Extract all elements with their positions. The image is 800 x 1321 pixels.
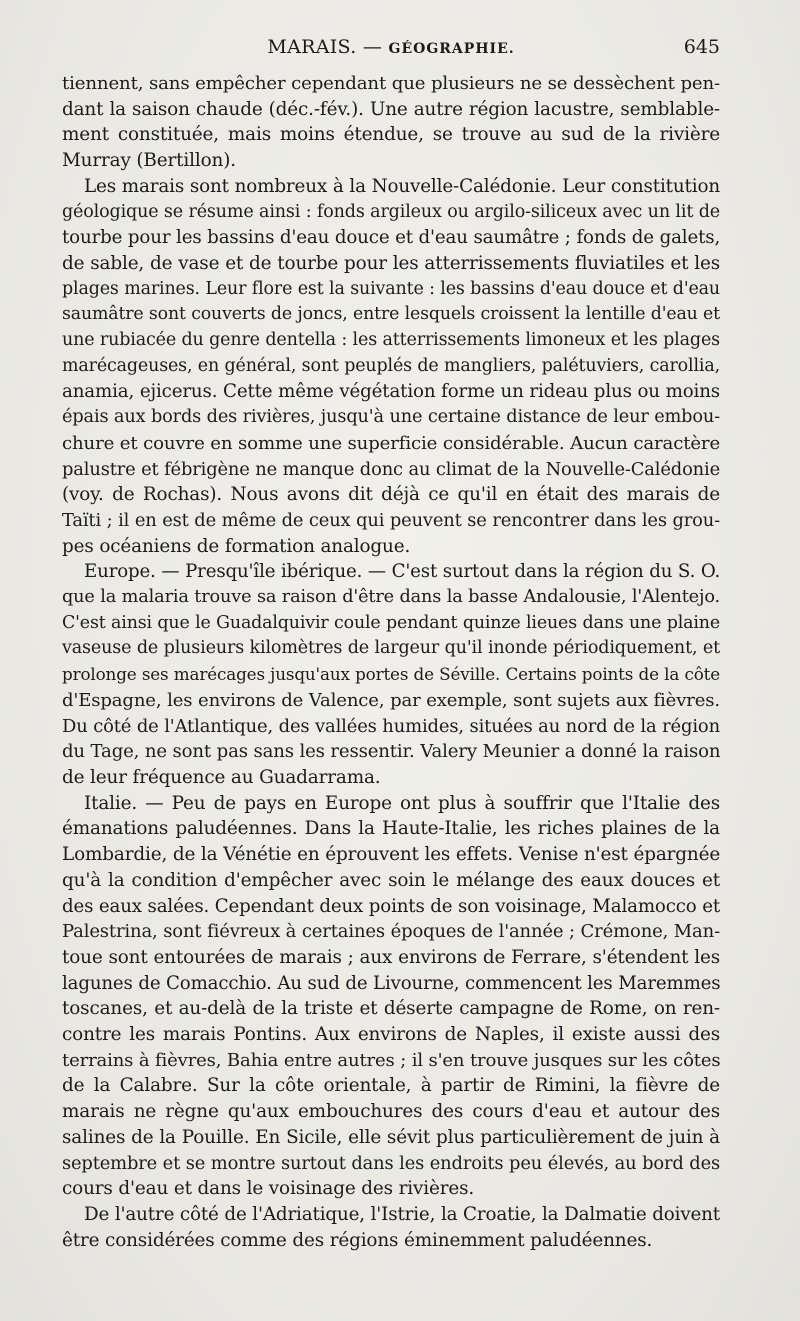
text-line: tiennent, sans empêcher cependant que plusieurs ne se dessèchent pen- — [62, 73, 720, 94]
text-line: tourbe pour les bassins d'eau douce et d'eau saumâtre ; fonds de galets, — [62, 227, 721, 249]
running-header — [62, 34, 720, 64]
text-line: émanations paludéennes. Dans la Haute-Italie, les riches plaines de la — [62, 818, 720, 840]
paragraph-1 — [62, 71, 720, 174]
paragraph-3 — [62, 559, 720, 790]
text-line: palustre et fébrigène ne manque donc au climat de la Nouvelle-Calédonie — [62, 458, 720, 480]
text-line: des eaux salées. Cependant deux points de son voisinage, Malamocco et — [62, 895, 720, 917]
header-title: MARAIS. — [267, 36, 357, 58]
text-line: de leur fréquence au Guadarrama. — [62, 766, 381, 788]
paragraph-2 — [62, 174, 720, 560]
running-title — [62, 36, 720, 58]
text-line: pes océaniens de formation analogue. — [62, 535, 411, 557]
text-line: qu'à la condition d'empêcher avec soin le mélange des eaux douces et — [62, 869, 720, 891]
text-line: une rubiacée du genre dentella : les atterrissements limoneux et les plages — [62, 330, 720, 351]
paragraph-5 — [62, 1202, 720, 1253]
text-line: de sable, de vase et de tourbe pour les atterrissements fluviatiles et les — [62, 252, 720, 274]
paragraph-4 — [62, 791, 720, 1202]
header-subtitle: GÉOGRAPHIE. — [388, 41, 515, 57]
text-line: ment constituée, mais moins étendue, se trouve au sud de la rivière — [62, 124, 720, 146]
text-line: que la malaria trouve sa raison d'être dans la basse Andalousie, l'Alentejo. — [62, 587, 720, 608]
text-line: de la Calabre. Sur la côte orientale, à partir de Rimini, la fièvre de — [62, 1075, 720, 1097]
text-line: septembre et se montre surtout dans les endroits peu élevés, au bord des — [62, 1152, 720, 1174]
text-line: anamia, ejicerus. Cette même végétation forme un rideau plus ou moins — [62, 381, 720, 403]
text-line: marécageuses, en général, sont peuplés de mangliers, palétuviers, carollia, — [62, 355, 720, 376]
text-line: terrains à fièvres, Bahia entre autres ; il s'en trouve jusques sur les côtes — [62, 1049, 721, 1071]
text-line: prolonge ses marécages jusqu'aux portes de Séville. Certains points de la côte — [62, 664, 720, 685]
text-line: De l'autre côté de l'Adriatique, l'Istrie, la Croatie, la Dalmatie doivent — [84, 1203, 720, 1225]
text-line: contre les marais Pontins. Aux environs de Naples, il existe aussi des — [62, 1024, 720, 1046]
text-line: chure et couvre en somme une superficie considérable. Aucun caractère — [62, 432, 721, 454]
text-line: cours d'eau et dans le voisinage des rivières. — [62, 1178, 475, 1200]
text-line: Europe. — Presqu'île ibérique. — C'est surtout dans la région du S. O. — [84, 561, 721, 583]
body-text — [62, 71, 720, 1253]
text-line: Palestrina, sont fiévreux à certaines époques de l'année ; Crémone, Man- — [62, 921, 720, 943]
text-line: dant la saison chaude (déc.-fév.). Une autre région lacustre, semblable- — [62, 98, 720, 120]
text-line: épais aux bords des rivières, jusqu'à une certaine distance de leur embou- — [62, 407, 720, 428]
text-line: salines de la Pouille. En Sicile, elle sévit plus particulièrement de juin à — [62, 1126, 720, 1148]
text-line: Murray (Bertillon). — [62, 150, 236, 172]
text-line: Les marais sont nombreux à la Nouvelle-Calédonie. Leur constitution — [84, 175, 720, 197]
text-line: Du côté de l'Atlantique, des vallées humides, situées au nord de la région — [62, 715, 720, 737]
text-line: toue sont entourées de marais ; aux environs de Ferrare, s'étendent les — [62, 946, 720, 968]
page-number: 645 — [683, 36, 720, 58]
text-line: être considérées comme des régions éminemment paludéennes. — [62, 1229, 653, 1251]
text-line: Taïti ; il en est de même de ceux qui peuvent se rencontrer dans les grou- — [62, 509, 720, 531]
text-line: Lombardie, de la Vénétie en éprouvent les effets. Venise n'est épargnée — [62, 844, 721, 866]
text-line: Italie. — Peu de pays en Europe ont plus à souffrir que l'Italie des — [84, 792, 720, 814]
text-line: vaseuse de plusieurs kilomètres de largeur qu'il inonde périodiquement, et — [62, 638, 720, 659]
text-line: saumâtre sont couverts de joncs, entre lesquels croissent la lentille d'eau et — [62, 304, 720, 325]
header-dash: — — [356, 36, 389, 58]
text-line: toscanes, et au-delà de la triste et déserte campagne de Rome, on ren- — [62, 998, 720, 1020]
text-line: du Tage, ne sont pas sans les ressentir. Valery Meunier a donné la raison — [62, 741, 721, 763]
text-line: (voy. de Rochas). Nous avons dit déjà ce qu'il en était des marais de — [62, 484, 720, 506]
text-line: C'est ainsi que le Guadalquivir coule pendant quinze lieues dans une plaine — [62, 612, 720, 633]
text-line: marais ne règne qu'aux embouchures des cours d'eau et autour des — [62, 1101, 720, 1123]
text-line: lagunes de Comacchio. Au sud de Livourne, commencent les Maremmes — [62, 972, 721, 994]
text-line: d'Espagne, les environs de Valence, par exemple, sont sujets aux fièvres. — [62, 689, 720, 711]
text-line: plages marines. Leur flore est la suivante : les bassins d'eau douce et d'eau — [62, 278, 720, 299]
text-line: géologique se résume ainsi : fonds argileux ou argilo-siliceux avec un lit de — [62, 201, 720, 222]
